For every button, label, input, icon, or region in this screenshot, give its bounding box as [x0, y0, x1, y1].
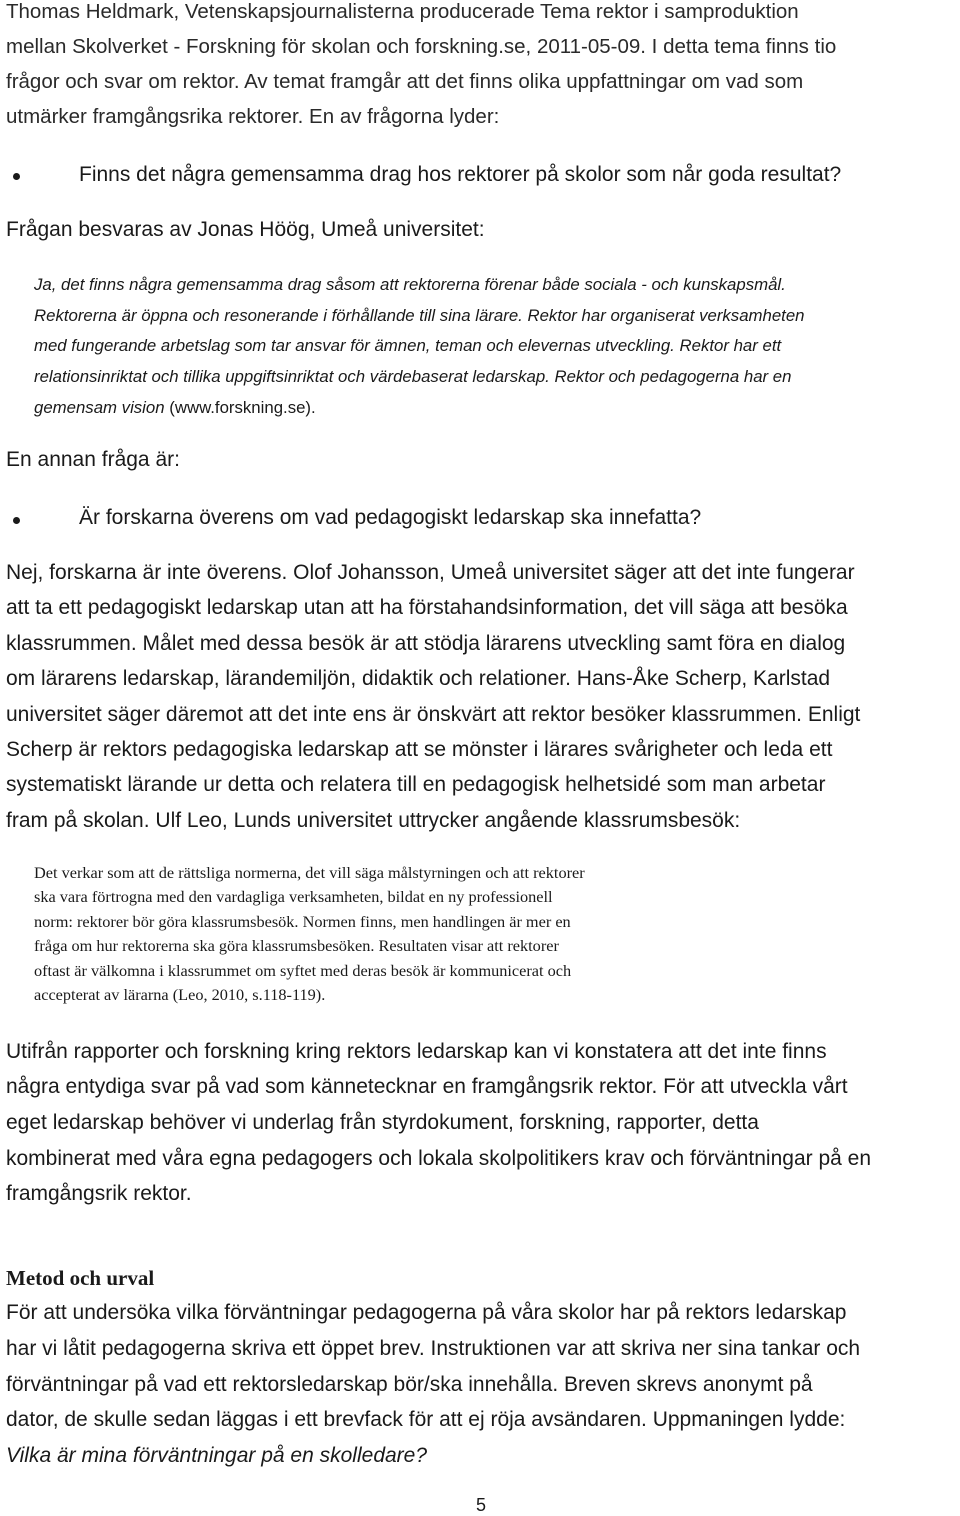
- another-question-intro: En annan fråga är:: [6, 448, 180, 471]
- bullet-icon: [13, 173, 20, 180]
- quote-line: fråga om hur rektorerna ska göra klassrumsbesöken. Resultaten visar att rektorer: [34, 936, 559, 955]
- bullet-icon: [13, 517, 20, 524]
- paragraph-line: Scherp är rektors pedagogiska ledarskap att se mönster i lärares svårigheter och leda ett: [6, 738, 833, 761]
- answer-line: Rektorerna är öppna och resonerande i förhållande till sina lärare. Rektor har organiserat verksamheten: [34, 306, 805, 325]
- answer-line: Ja, det finns några gemensamma drag såsom att rektorerna förenar både sociala - och kunskapsmål.: [34, 275, 786, 294]
- quote-line: norm: rektorer bör göra klassrumsbesök. Normen finns, men handlingen är mer en: [34, 912, 571, 931]
- answer-source-text: (www.forskning.se).: [164, 398, 316, 417]
- paragraph-line: fram på skolan. Ulf Leo, Lunds universitet uttrycker angående klassrumsbesök:: [6, 809, 741, 832]
- quote-line: ska vara förtrogna med den vardagliga verksamheten, bildat en ny professionell: [34, 887, 553, 906]
- paragraph-line: om lärarens ledarskap, lärandemiljön, didaktik och relationer. Hans-Åke Scherp, Karlstad: [6, 667, 831, 690]
- paragraph-line: förväntningar på vad ett rektorsledarskap bör/ska innehålla. Breven skrevs anonymt på: [6, 1373, 813, 1396]
- section-heading: Metod och urval: [6, 1266, 155, 1290]
- intro-line: frågor och svar om rektor. Av temat framgår att det finns olika uppfattningar om vad som: [6, 70, 804, 93]
- question-2-text: Är forskarna överens om vad pedagogiskt ledarskap ska innefatta?: [79, 506, 702, 529]
- paragraph-line: kombinerat med våra egna pedagogers och lokala skolpolitikers krav och förväntningar på en: [6, 1147, 871, 1170]
- prompt-question: Vilka är mina förväntningar på en skolledare?: [6, 1444, 428, 1467]
- paragraph-line: eget ledarskap behöver vi underlag från styrdokument, forskning, rapporter, detta: [6, 1111, 759, 1134]
- paragraph-line: klassrummen. Målet med dessa besök är att stödja lärarens utveckling samt föra en dialog: [6, 632, 846, 655]
- quote-line: Det verkar som att de rättsliga normerna, det vill säga målstyrningen och att rektorer: [34, 863, 585, 882]
- answer-line-last: [34, 398, 316, 418]
- quote-line: accepterat av lärarna (Leo, 2010, s.118-119).: [34, 985, 326, 1004]
- paragraph-line: några entydiga svar på vad som kännetecknar en framgångsrik rektor. För att utveckla vårt: [6, 1075, 848, 1098]
- paragraph-line: systematiskt lärande ur detta och relatera till en pedagogisk helhetsidé som man arbetar: [6, 773, 826, 796]
- paragraph-line: dator, de skulle sedan läggas i ett brevfack för att ej röja avsändaren. Uppmaningen lydde:: [6, 1408, 846, 1431]
- paragraph-line: att ta ett pedagogiskt ledarskap utan att ha förstahandsinformation, det vill säga att besöka: [6, 596, 848, 619]
- answered-by-text: Frågan besvaras av Jonas Höög, Umeå universitet:: [6, 218, 485, 241]
- answer-line: med fungerande arbetslag som tar ansvar för ämnen, teman och elevernas utveckling. Rektor har ett: [34, 336, 782, 355]
- paragraph-line: För att undersöka vilka förväntningar pedagogerna på våra skolor har på rektors ledarskap: [6, 1301, 847, 1324]
- intro-line: mellan Skolverket - Forskning för skolan och forskning.se, 2011-05-09. I detta tema finns tio: [6, 35, 837, 58]
- paragraph-line: universitet säger däremot att det inte ens är önskvärt att rektor besöker klassrummen. Enligt: [6, 703, 861, 726]
- paragraph-line: har vi låtit pedagogerna skriva ett öppet brev. Instruktionen var att skriva ner sina tankar och: [6, 1337, 861, 1360]
- page-number: 5: [476, 1495, 487, 1515]
- answer-line: relationsinriktat och tillika uppgiftsinriktat och värdebaserat ledarskap. Rektor och pedagogerna har en: [34, 367, 792, 386]
- question-1-text: Finns det några gemensamma drag hos rektorer på skolor som når goda resultat?: [79, 163, 842, 186]
- quote-line: oftast är välkomna i klassrummet om syftet med deras besök är kommunicerat och: [34, 961, 572, 980]
- answer-vision-text: gemensam vision: [34, 398, 165, 417]
- paragraph-line: framgångsrik rektor.: [6, 1182, 192, 1205]
- paragraph-line: Nej, forskarna är inte överens. Olof Johansson, Umeå universitet säger att det inte fungerar: [6, 561, 855, 584]
- paragraph-line: Utifrån rapporter och forskning kring rektors ledarskap kan vi konstatera att det inte finns: [6, 1040, 827, 1063]
- intro-line: Thomas Heldmark, Vetenskapsjournalisterna producerade Tema rektor i samproduktion: [6, 0, 799, 23]
- intro-line: utmärker framgångsrika rektorer. En av frågorna lyder:: [6, 105, 500, 128]
